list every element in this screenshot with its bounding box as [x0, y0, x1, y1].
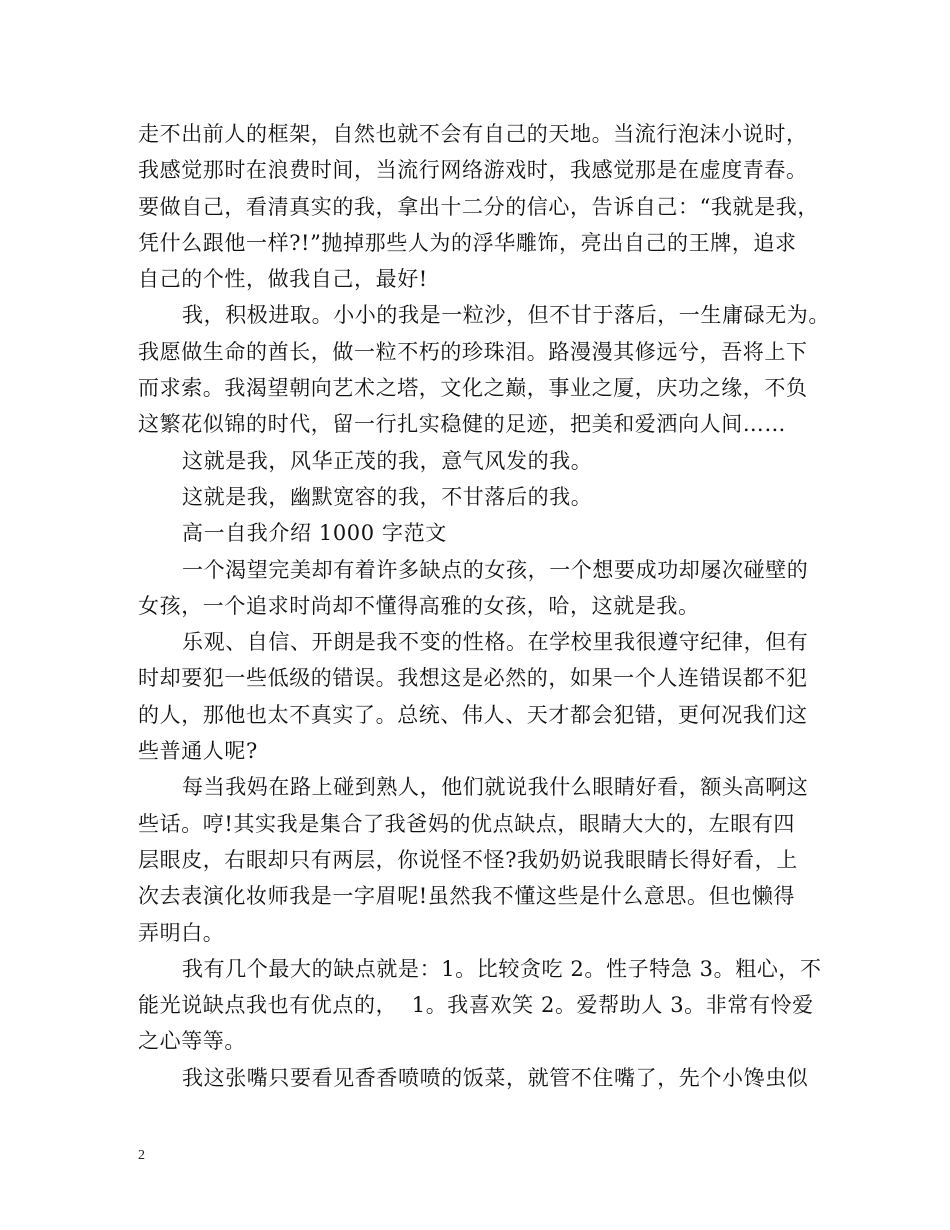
text-line: 层眼皮，右眼却只有两层，你说怪不怪?我奶奶说我眼睛长得好看，上 — [138, 847, 798, 872]
text-line: 我感觉那时在浪费时间，当流行网络游戏时，我感觉那是在虚度青春。 — [138, 158, 808, 183]
page-number: 2 — [138, 1148, 145, 1163]
text-line: 这就是我，幽默宽容的我，不甘落后的我。 — [182, 484, 593, 509]
text-line: 走不出前人的框架，自然也就不会有自己的天地。当流行泡沫小说时， — [138, 122, 808, 146]
text-line: 凭什么跟他一样?!”抛掉那些人为的浮华雕饰，亮出自己的王牌，追求 — [138, 230, 797, 255]
text-line: 些话。哼!其实我是集合了我爸妈的优点缺点，眼睛大大的，左眼有四 — [138, 811, 796, 836]
text-line: 我，积极进取。小小的我是一粒沙，但不甘于落后，一生庸碌无为。 — [182, 303, 830, 328]
text-line: 我愿做生命的酋长，做一粒不朽的珍珠泪。路漫漫其修远兮，吾将上下 — [138, 339, 808, 364]
text-line: 乐观、自信、开朗是我不变的性格。在学校里我很遵守纪律，但有 — [182, 630, 809, 655]
text-line: 能光说缺点我也有优点的， 1。我喜欢笑 2。爱帮助人 3。非常有怜爱 — [138, 993, 814, 1018]
text-line: 这繁花似锦的时代，留一行扎实稳健的足迹，把美和爱洒向人间…… — [138, 412, 786, 437]
text-line: 一个渴望完美却有着许多缺点的女孩，一个想要成功却屡次碰壁的 — [182, 557, 809, 582]
text-line: 高一自我介绍 1000 字范文 — [182, 521, 447, 546]
text-line: 而求索。我渴望朝向艺术之塔，文化之巅，事业之厦，庆功之缘，不负 — [138, 376, 808, 401]
text-line: 次去表演化妆师我是一字眉呢!虽然我不懂这些是什么意思。但也懒得 — [138, 884, 796, 909]
text-line: 要做自己，看清真实的我，拿出十二分的信心，告诉自己：“我就是我， — [138, 194, 819, 219]
text-line: 我有几个最大的缺点就是：1。比较贪吃 2。性子特急 3。粗心，不 — [182, 956, 822, 981]
text-line: 弄明白。 — [138, 920, 225, 945]
text-line: 女孩，一个追求时尚却不懂得高雅的女孩，哈，这就是我。 — [138, 593, 700, 618]
text-line: 每当我妈在路上碰到熟人，他们就说我什么眼睛好看，额头高啊这 — [182, 775, 809, 800]
text-line: 之心等等。 — [138, 1029, 246, 1054]
text-line: 些普通人呢? — [138, 739, 258, 764]
text-line: 自己的个性，做我自己，最好! — [138, 267, 428, 292]
text-line: 这就是我，风华正茂的我，意气风发的我。 — [182, 448, 593, 473]
body-text — [138, 116, 828, 1096]
text-line: 的人，那他也太不真实了。总统、伟人、天才都会犯错，更何况我们这 — [138, 702, 808, 727]
text-line: 我这张嘴只要看见香香喷喷的饭菜，就管不住嘴了，先个小馋虫似 — [182, 1065, 809, 1090]
text-line: 时却要犯一些低级的错误。我想这是必然的，如果一个人连错误都不犯 — [138, 666, 808, 691]
